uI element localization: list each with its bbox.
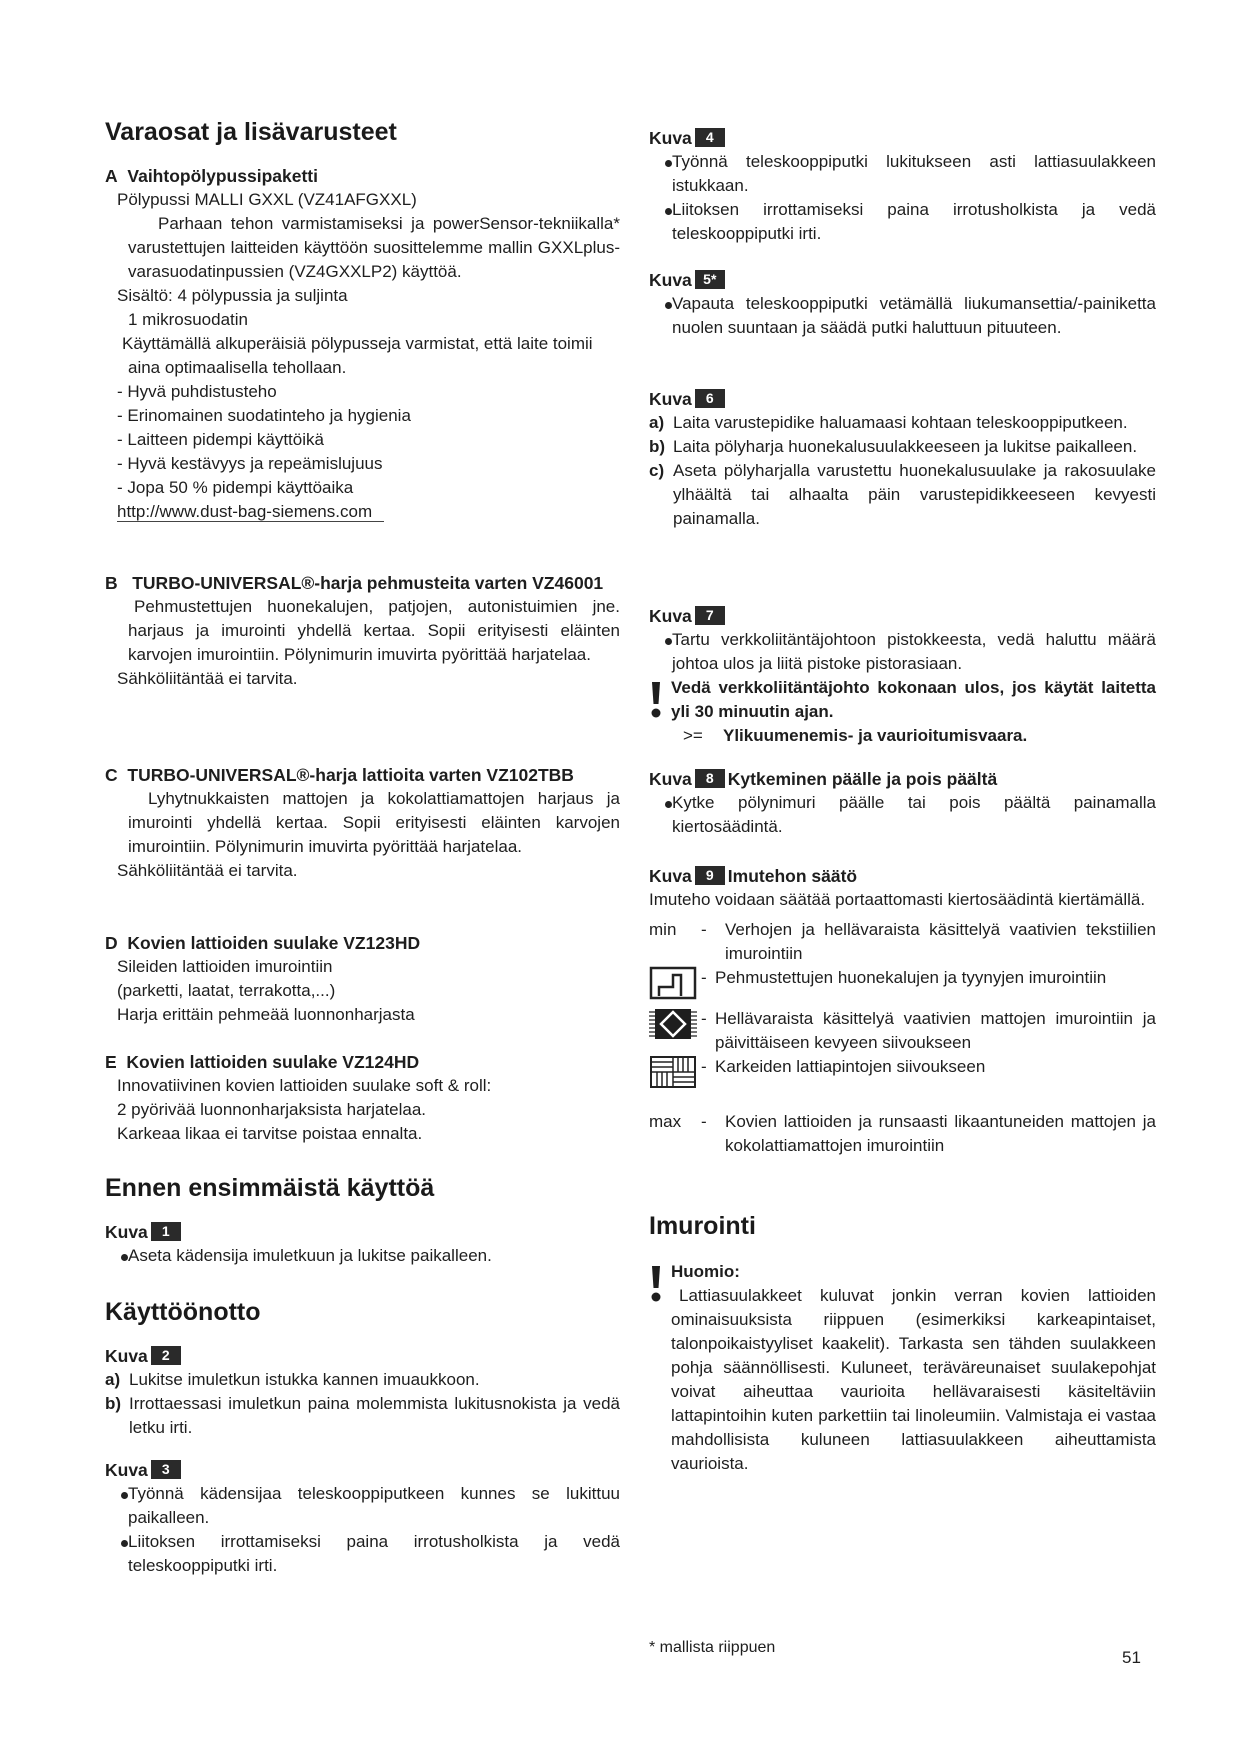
figure-label: Kuva bbox=[649, 128, 692, 148]
accessory-b bbox=[105, 571, 620, 691]
setting-rug bbox=[649, 1007, 1156, 1055]
note-block bbox=[649, 1260, 1156, 1476]
accessory-heading: TURBO-UNIVERSAL®-harja pehmusteita varten VZ46001 bbox=[132, 573, 604, 593]
setting-text: Kovien lattioiden ja runsaasti likaantuneiden mattojen ja kokolattiamattojen imurointiin bbox=[725, 1112, 1156, 1155]
accessory-note: Sähköliitäntää ei tarvita. bbox=[117, 861, 298, 880]
instruction-bullet: Työnnä teleskooppiputki lukitukseen asti lattiasuulakkeen istukkaan. bbox=[649, 150, 1156, 198]
accessory-description: Pehmustettujen huonekalujen, patjojen, autonistuimien jne. harjaus ja imurointi yhdellä kertaa. Sopii erityisesti eläinten karvojen imurointiin. Pölynimurin imuvirta pyörittää harjatelaa. bbox=[128, 597, 620, 664]
figure-label: Kuva bbox=[649, 389, 692, 409]
item-letter: E bbox=[105, 1052, 117, 1072]
figure-label: Kuva bbox=[649, 866, 692, 886]
figure-number-badge: 6 bbox=[695, 389, 725, 408]
instruction-bullet: Työnnä kädensijaa teleskooppiputkeen kunnes se lukittuu paikalleen. bbox=[105, 1482, 620, 1530]
benefit-item: - Hyvä kestävyys ja repeämislujuus bbox=[117, 454, 383, 473]
step-letter: a) bbox=[649, 413, 665, 432]
figure-number-badge: 4 bbox=[695, 128, 725, 147]
figure-label: Kuva bbox=[105, 1222, 148, 1242]
step-text: Laita pölyharja huonekalusuulakkeeseen ja lukitse paikalleen. bbox=[673, 437, 1138, 456]
figure-ref-1 bbox=[105, 1218, 620, 1244]
setting-text: Karkeiden lattiapintojen siivoukseen bbox=[715, 1057, 986, 1076]
figure-ref-2 bbox=[105, 1342, 620, 1368]
figure-number-badge: 9 bbox=[695, 866, 725, 885]
upholstery-icon bbox=[649, 966, 697, 1000]
figure-number-badge: 3 bbox=[151, 1460, 181, 1479]
figure-section-8 bbox=[649, 765, 1156, 839]
suction-settings-list bbox=[649, 918, 1156, 1158]
figure-ref-8 bbox=[649, 765, 1156, 791]
step-a bbox=[105, 1368, 620, 1392]
accessory-line: Innovatiivinen kovien lattioiden suulake soft & roll: bbox=[117, 1076, 492, 1095]
accessory-line: (parketti, laatat, terrakotta,...) bbox=[117, 981, 336, 1000]
figure-ref-7 bbox=[649, 602, 1156, 628]
accessory-heading: TURBO-UNIVERSAL®-harja lattioita varten VZ102TBB bbox=[127, 765, 574, 785]
step-a bbox=[649, 411, 1156, 435]
page-number: 51 bbox=[1122, 1648, 1141, 1667]
warning-consequence: Ylikuumenemis- ja vaurioitumisvaara. bbox=[723, 726, 1028, 745]
section-spare-parts bbox=[105, 116, 620, 148]
accessory-description: Lyhytnukkaisten mattojen ja kokolattiamattojen harjaus ja imurointi yhdellä kertaa. Sopii erityisesti eläinten karvojen imurointiin. Pölynimurin imuvirta pyörittää harjatelaa. bbox=[128, 789, 620, 856]
figure-number-badge: 5* bbox=[695, 270, 725, 289]
section-title: Imurointi bbox=[649, 1212, 756, 1240]
setting-text: Verhojen ja hellävaraista käsittelyä vaativien tekstiilien imurointiin bbox=[725, 920, 1156, 963]
item-letter: A bbox=[105, 166, 118, 186]
figure-section-6 bbox=[649, 385, 1156, 531]
figure-section-5 bbox=[649, 266, 1156, 340]
accessory-line: Harja erittäin pehmeää luonnonharjasta bbox=[117, 1005, 415, 1024]
accessory-line: 2 pyörivää luonnonharjaksista harjatelaa. bbox=[117, 1100, 427, 1119]
figure-section-9 bbox=[649, 862, 1156, 1158]
recommend-text: Parhaan tehon varmistamiseksi ja powerSensor-tekniikalla* varustettujen laitteiden käyttöön suosittelemme mallin GXXLplus-varasuodatinpussien (VZ4GXXLP2) käyttöä. bbox=[128, 214, 620, 281]
benefit-item: - Erinomainen suodatinteho ja hygienia bbox=[117, 406, 411, 425]
accessory-e bbox=[105, 1050, 620, 1146]
step-text: Laita varustepidike haluamaasi kohtaan teleskooppiputkeen. bbox=[673, 413, 1128, 432]
step-letter: b) bbox=[105, 1394, 122, 1413]
step-letter: c) bbox=[649, 461, 665, 480]
section-vacuuming bbox=[649, 1210, 1156, 1476]
figure-ref-6 bbox=[649, 385, 1156, 411]
result-arrow: >= bbox=[683, 726, 703, 745]
benefit-item: - Hyvä puhdistusteho bbox=[117, 382, 277, 401]
section-title: Käyttöönotto bbox=[105, 1298, 261, 1326]
instruction-bullet: Tartu verkkoliitäntäjohtoon pistokkeesta, vedä haluttu määrä johtoa ulos ja liitä pistoke pistorasiaan. bbox=[649, 628, 1156, 676]
setting-key: max bbox=[649, 1112, 682, 1131]
accessory-line: Karkeaa likaa ei tarvitse poistaa ennalta. bbox=[117, 1124, 423, 1143]
figure-label: Kuva bbox=[649, 270, 692, 290]
step-text: Lukitse imuletkun istukka kannen imuaukkoon. bbox=[129, 1370, 480, 1389]
figure-label: Kuva bbox=[105, 1346, 148, 1366]
accessory-heading: Kovien lattioiden suulake VZ124HD bbox=[126, 1052, 420, 1072]
footnote: * mallista riippuen bbox=[649, 1639, 776, 1656]
dash: - bbox=[701, 1009, 707, 1028]
contents-text: Sisältö: 4 pölypussia ja suljinta bbox=[117, 286, 348, 305]
note-text: Lattiasuulakkeet kuluvat jonkin verran kovien lattioiden ominaisuuksista riippuen (esimerkiksi karkeapintaiset, talonpoikaistyyliset kaakelit). Tarkasta sen tähden suulakkeen pohja säännöllisesti. Kuluneet, teräväreunaiset suulakepohjat voivat aiheuttaa vaurioita hellävaraisesti käsiteltäviin lattapintoihin kuten parkettiin tai linoleumiin. Valmistaja ei vastaa mahdollisista kuluneen lattiasuulakkeen aiheuttamista vaurioista. bbox=[671, 1286, 1156, 1473]
step-b bbox=[649, 435, 1156, 459]
dash: - bbox=[701, 1112, 707, 1131]
figure-ref-4 bbox=[649, 124, 1156, 150]
accessory-heading: Vaihtopölypussipaketti bbox=[127, 166, 318, 186]
figure-number-badge: 8 bbox=[695, 769, 725, 788]
setting-min bbox=[649, 918, 1156, 966]
section-before-first-use bbox=[105, 1172, 620, 1268]
accessory-line: Sileiden lattioiden imurointiin bbox=[117, 957, 333, 976]
step-text: Aseta pölyharjalla varustettu huonekalusuulake ja rakosuulake ylhäältä tai alhaalta päin varustepidikkeeseen kevyesti painamalla. bbox=[673, 461, 1156, 528]
rug-icon bbox=[649, 1007, 697, 1041]
dash: - bbox=[701, 968, 707, 987]
warning-icon bbox=[649, 1264, 663, 1304]
figure-title: Imutehon säätö bbox=[727, 866, 858, 886]
icon-cell bbox=[649, 966, 701, 1007]
step-text: Irrottaessasi imuletkun paina molemmista lukitusnokista ja vedä letku irti. bbox=[129, 1394, 620, 1437]
section-commissioning bbox=[105, 1296, 620, 1578]
contents-text-2: 1 mikrosuodatin bbox=[128, 310, 249, 329]
figure-label: Kuva bbox=[105, 1460, 148, 1480]
benefit-item: - Jopa 50 % pidempi käyttöaika bbox=[117, 478, 354, 497]
figure-title: Kytkeminen päälle ja pois päältä bbox=[727, 769, 998, 789]
setting-text: Hellävaraista käsittelyä vaativien mattojen imurointiin ja päivittäiseen kevyeen siivoukseen bbox=[715, 1009, 1156, 1052]
warning-icon bbox=[649, 680, 663, 720]
dash: - bbox=[701, 920, 707, 939]
figure-label: Kuva bbox=[649, 769, 692, 789]
accessory-c bbox=[105, 763, 620, 883]
section-title: Ennen ensimmäistä käyttöä bbox=[105, 1174, 435, 1202]
instruction-bullet: Liitoksen irrottamiseksi paina irrotusholkista ja vedä teleskooppiputki irti. bbox=[649, 198, 1156, 246]
hard-floor-icon bbox=[649, 1055, 697, 1089]
step-c bbox=[649, 459, 1156, 531]
figure-number-badge: 2 bbox=[151, 1346, 181, 1365]
accessory-d bbox=[105, 931, 620, 1027]
figure-section-4 bbox=[649, 124, 1156, 246]
figure-section-7 bbox=[649, 602, 1156, 748]
step-letter: b) bbox=[649, 437, 666, 456]
benefit-item: - Laitteen pidempi käyttöikä bbox=[117, 430, 324, 449]
warning-text: Vedä verkkoliitäntäjohto kokonaan ulos, jos käytät laitetta yli 30 minuutin ajan. bbox=[671, 678, 1156, 721]
icon-cell bbox=[649, 1007, 701, 1048]
model-text: Pölypussi MALLI GXXL (VZ41AFGXXL) bbox=[117, 190, 417, 209]
figure-number-badge: 1 bbox=[151, 1222, 181, 1241]
setting-upholstery bbox=[649, 966, 1156, 1007]
item-letter: B bbox=[105, 573, 118, 593]
setting-text: Pehmustettujen huonekalujen ja tyynyjen imurointiin bbox=[715, 968, 1107, 987]
instruction-bullet: Aseta kädensija imuletkuun ja lukitse paikalleen. bbox=[105, 1244, 620, 1268]
instruction-bullet: Vapauta teleskooppiputki vetämällä liukumansettia/-painiketta nuolen suuntaan ja säädä putki haluttuun pituuteen. bbox=[649, 292, 1156, 340]
setting-max bbox=[649, 1110, 1156, 1158]
item-letter: C bbox=[105, 765, 118, 785]
note-label: Huomio: bbox=[671, 1262, 740, 1281]
figure-ref-9 bbox=[649, 862, 1156, 888]
item-letter: D bbox=[105, 933, 118, 953]
instruction-bullet: Kytke pölynimuri päälle tai pois päältä painamalla kiertosäädintä. bbox=[649, 791, 1156, 839]
icon-cell bbox=[649, 1055, 701, 1096]
setting-hard-floor bbox=[649, 1055, 1156, 1096]
accessory-note: Sähköliitäntää ei tarvita. bbox=[117, 669, 298, 688]
figure-ref-3 bbox=[105, 1456, 620, 1482]
intro-text: Imuteho voidaan säätää portaattomasti kiertosäädintä kiertämällä. bbox=[649, 890, 1146, 909]
figure-ref-5 bbox=[649, 266, 1156, 292]
instruction-bullet: Liitoksen irrottamiseksi paina irrotusholkista ja vedä teleskooppiputki irti. bbox=[105, 1530, 620, 1578]
setting-key: min bbox=[649, 920, 677, 939]
warning-block bbox=[649, 676, 1156, 748]
accessory-heading: Kovien lattioiden suulake VZ123HD bbox=[127, 933, 421, 953]
step-b bbox=[105, 1392, 620, 1440]
figure-label: Kuva bbox=[649, 606, 692, 626]
accessory-a bbox=[105, 164, 620, 524]
step-letter: a) bbox=[105, 1370, 121, 1389]
page-title: Varaosat ja lisävarusteet bbox=[105, 118, 397, 146]
figure-number-badge: 7 bbox=[695, 606, 725, 625]
dash: - bbox=[701, 1057, 707, 1076]
dust-bag-link[interactable]: http://www.dust-bag-siemens.com bbox=[117, 502, 384, 522]
original-text: Käyttämällä alkuperäisiä pölypusseja varmistat, että laite toimii aina optimaalisella tehollaan. bbox=[122, 334, 593, 377]
